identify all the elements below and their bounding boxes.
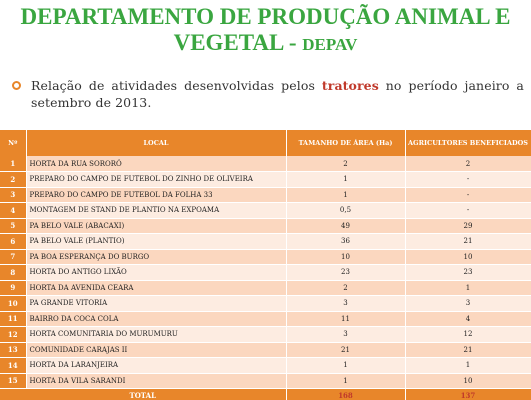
table-row [0,172,531,188]
table-row [0,218,531,234]
row-local: PREPARO DO CAMPO DE FUTEBOL DA FOLHA 33 [26,187,286,203]
row-area: 21 [286,342,405,358]
row-number: 13 [0,342,26,358]
row-local: PREPARO DO CAMPO DE FUTEBOL DO ZINHO DE OLIVEIRA [26,172,286,188]
row-farmers: - [405,172,531,188]
page-title [0,4,531,58]
row-farmers: - [405,187,531,203]
row-farmers: 2 [405,156,531,172]
row-number: 6 [0,234,26,250]
row-number: 3 [0,187,26,203]
row-area: 0,5 [286,203,405,219]
row-number: 4 [0,203,26,219]
table-row [0,342,531,358]
row-farmers: 1 [405,280,531,296]
row-number: 9 [0,280,26,296]
header-farmers: AGRICULTORES BENEFICIADOS [405,130,531,156]
row-local: HORTA DA RUA SORORÓ [26,156,286,172]
row-local: HORTA DA LARANJEIRA [26,358,286,374]
row-farmers: 21 [405,342,531,358]
row-local: HORTA DA AVENIDA CEARA [26,280,286,296]
table-row [0,311,531,327]
row-local: HORTA COMUNITARIA DO MURUMURU [26,327,286,343]
row-area: 1 [286,358,405,374]
row-farmers: 3 [405,296,531,312]
total-row [0,389,531,400]
row-number: 10 [0,296,26,312]
header-number: Nº [0,130,26,156]
row-local: HORTA DA VILA SARANDI [26,373,286,389]
row-local: PA BELO VALE (PLANTIO) [26,234,286,250]
row-local: PA BELO VALE (ABACAXI) [26,218,286,234]
row-area: 1 [286,373,405,389]
total-farmers: 137 [405,389,531,400]
row-farmers: 10 [405,249,531,265]
row-area: 3 [286,296,405,312]
row-farmers: 1 [405,358,531,374]
table-row [0,358,531,374]
row-area: 2 [286,156,405,172]
row-local: COMUNIDADE CARAJAS II [26,342,286,358]
row-area: 10 [286,249,405,265]
intro-text-before: Relação de atividades desenvolvidas pelos [31,78,322,93]
row-farmers: 29 [405,218,531,234]
row-area: 1 [286,187,405,203]
table-header-row [0,130,531,156]
row-area: 49 [286,218,405,234]
row-local: BAIRRO DA COCA COLA [26,311,286,327]
intro-text-after: no período janeiro a setembro de 2013. [31,78,524,110]
row-local: MONTAGEM DE STAND DE PLANTIO NA EXPOAMA [26,203,286,219]
row-farmers: 21 [405,234,531,250]
total-area: 168 [286,389,405,400]
intro-text [31,77,524,111]
row-area: 3 [286,327,405,343]
row-number: 11 [0,311,26,327]
row-number: 7 [0,249,26,265]
row-local: PA BOA ESPERANÇA DO BURGO [26,249,286,265]
table-body [0,156,531,389]
row-farmers: 23 [405,265,531,281]
activities-table [0,130,531,400]
intro-bullet [12,77,524,111]
title-line-2-text: VEGETAL - [173,30,303,55]
row-number: 1 [0,156,26,172]
row-area: 1 [286,172,405,188]
table-row [0,187,531,203]
header-area: TAMANHO DE ÁREA (Ha) [286,130,405,156]
intro-highlight: tratores [321,78,379,93]
table-row [0,234,531,250]
row-number: 8 [0,265,26,281]
row-area: 23 [286,265,405,281]
title-line-1: DEPARTAMENTO DE PRODUÇÃO ANIMAL E [20,4,511,29]
row-local: PA GRANDE VITORIA [26,296,286,312]
row-number: 12 [0,327,26,343]
row-local: HORTA DO ANTIGO LIXÃO [26,265,286,281]
row-farmers: 12 [405,327,531,343]
row-number: 2 [0,172,26,188]
title-line-2 [0,30,531,58]
row-number: 14 [0,358,26,374]
row-farmers: - [405,203,531,219]
table-row [0,373,531,389]
row-number: 5 [0,218,26,234]
row-area: 36 [286,234,405,250]
table-row [0,203,531,219]
header-local: LOCAL [26,130,286,156]
row-area: 11 [286,311,405,327]
row-farmers: 4 [405,311,531,327]
table-row [0,280,531,296]
table-row [0,249,531,265]
row-number: 15 [0,373,26,389]
title-abbreviation: DEPAV [302,35,358,54]
table-row [0,156,531,172]
row-farmers: 10 [405,373,531,389]
table-row [0,327,531,343]
table-row [0,265,531,281]
table-row [0,296,531,312]
total-label: TOTAL [0,389,286,400]
circle-bullet-icon [12,81,21,90]
row-area: 2 [286,280,405,296]
